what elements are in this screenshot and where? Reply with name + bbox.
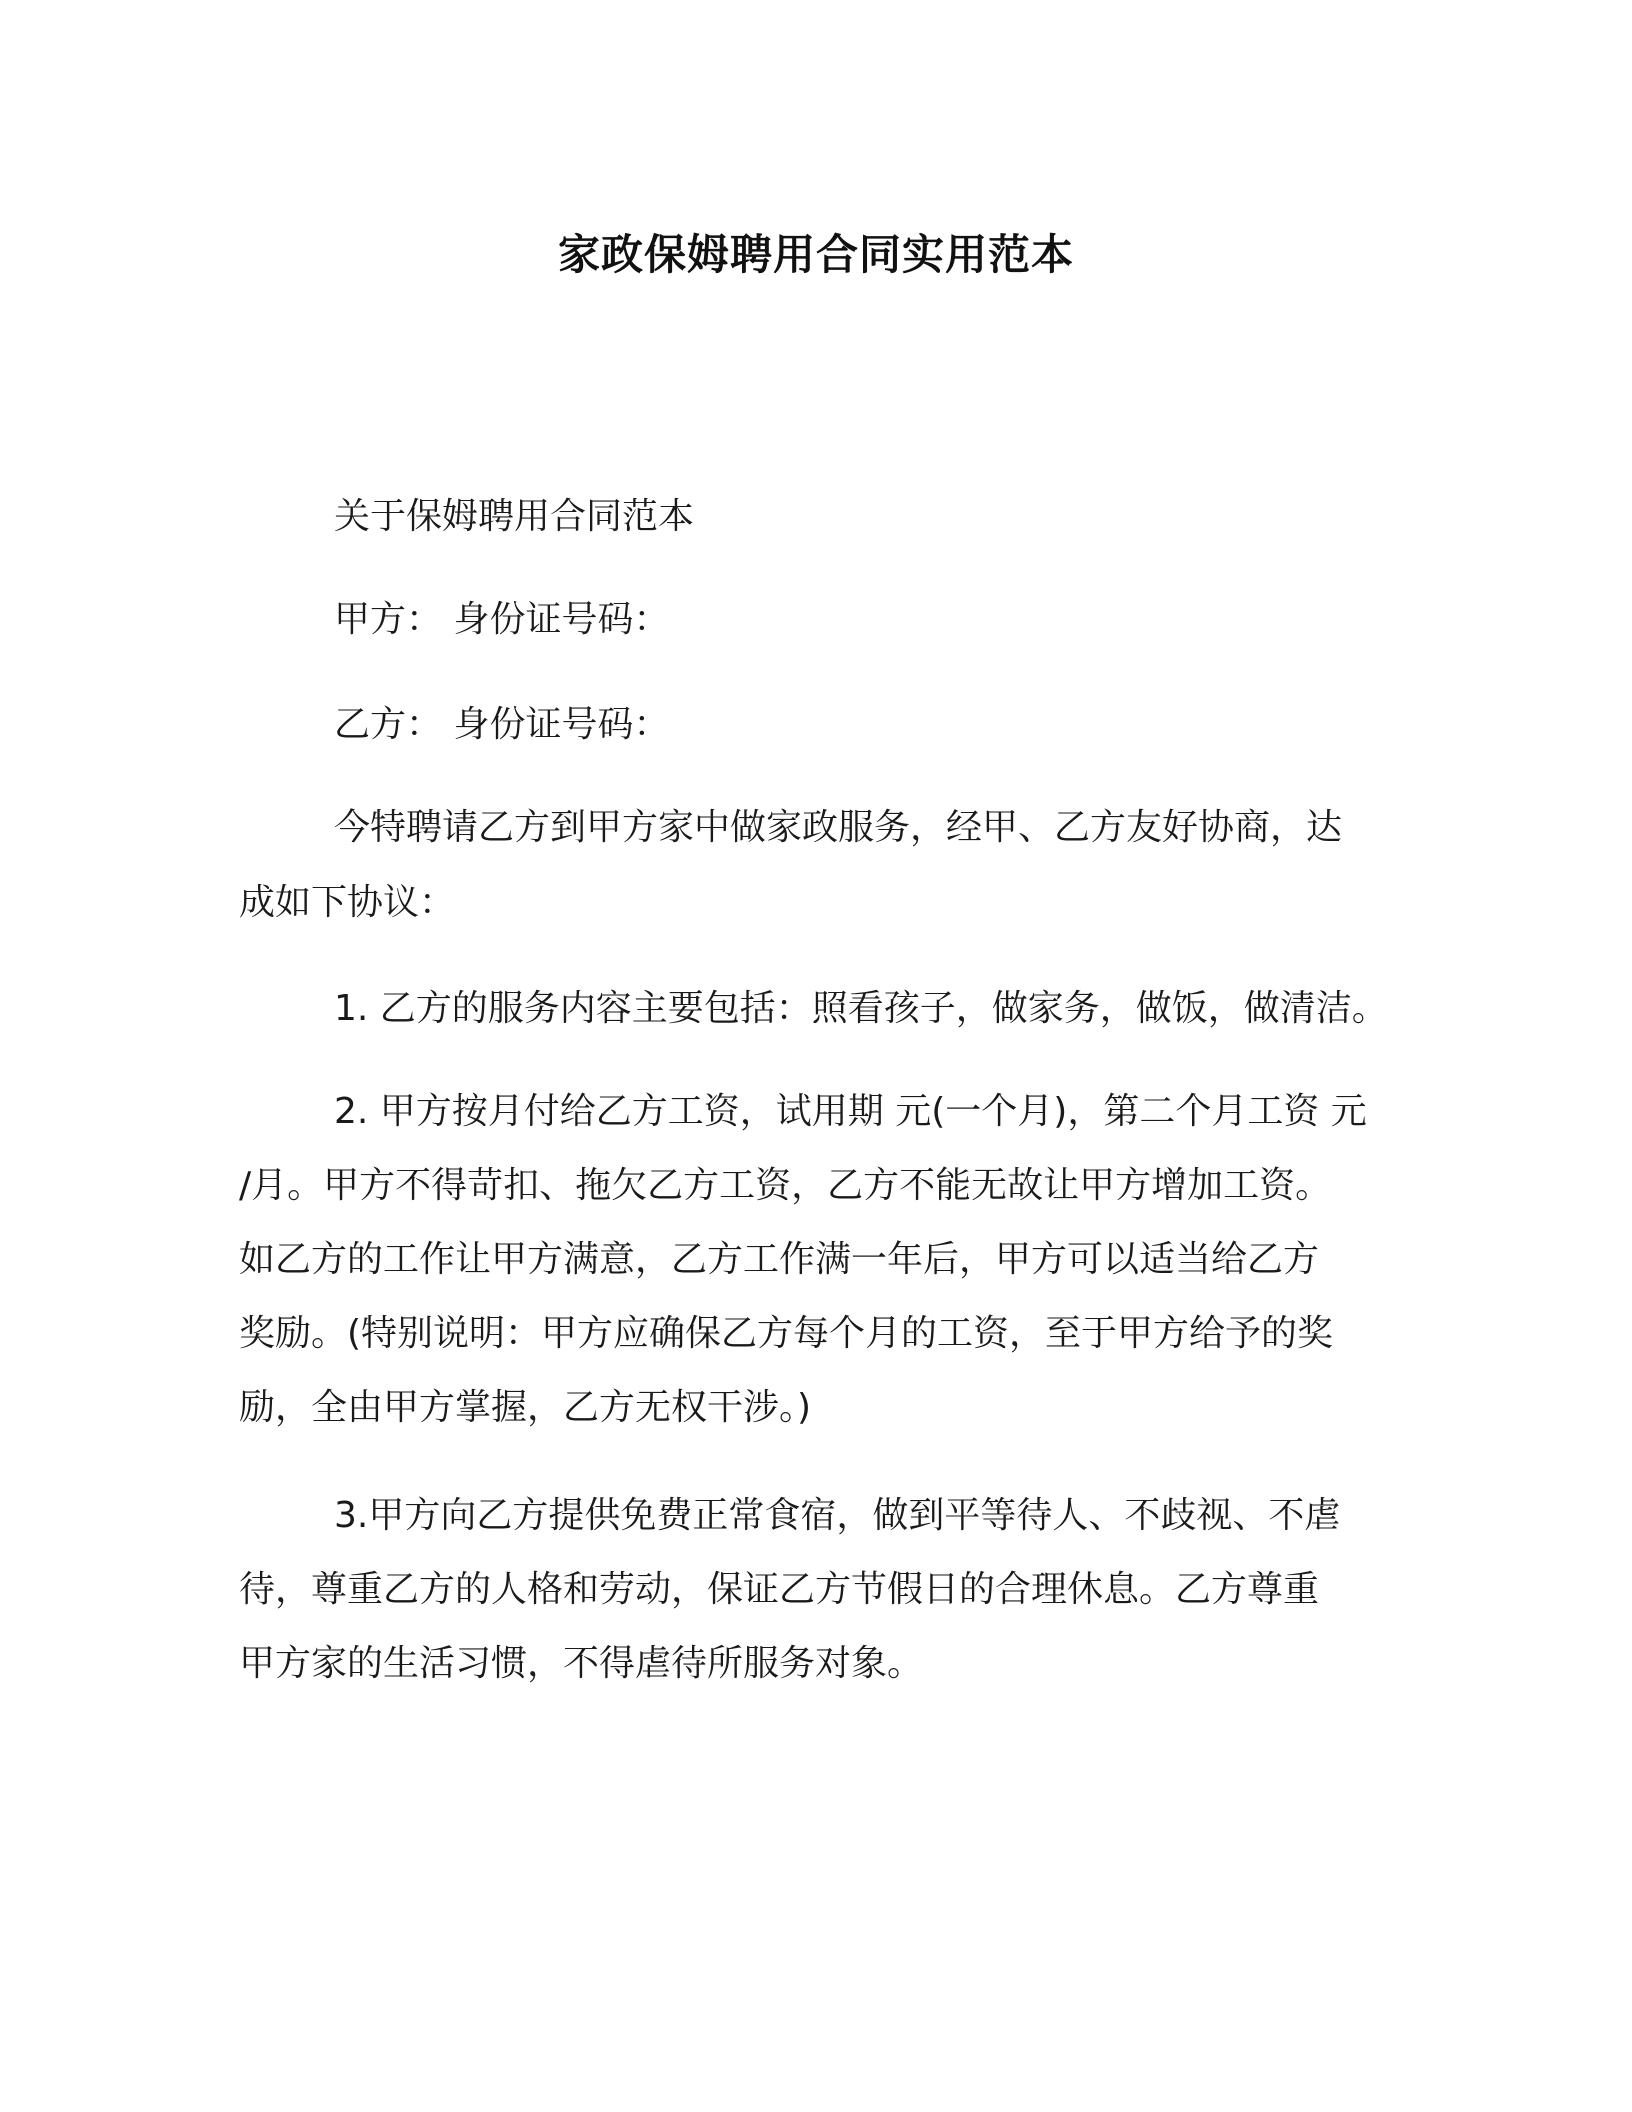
document-title: 家政保姆聘用合同实用范本 [557,230,1074,279]
party-b-line: 乙方： 身份证号码： [334,704,670,745]
paragraph-line: 待，尊重乙方的人格和劳动，保证乙方节假日的合理休息。乙方尊重 [239,1569,1320,1610]
paragraph-line: 奖励。(特别说明：甲方应确保乙方每个月的工资，至于甲方给予的奖 [239,1313,1334,1354]
paragraph-line: 今特聘请乙方到甲方家中做家政服务，经甲、乙方友好协商，达 [334,807,1343,848]
paragraph-line: /月。甲方不得苛扣、拖欠乙方工资，乙方不能无故让甲方增加工资。 [239,1165,1332,1206]
paragraph-line: 甲方家的生活习惯，不得虐待所服务对象。 [239,1643,924,1684]
paragraph-line: 3.甲方向乙方提供免费正常食宿，做到平等待人、不歧视、不虐 [334,1495,1341,1536]
paragraph-line: 2. 甲方按月付给乙方工资，试用期 元(一个月)，第二个月工资 元 [334,1091,1367,1132]
paragraph-line: 1. 乙方的服务内容主要包括：照看孩子，做家务，做饭，做清洁。 [334,988,1388,1029]
document-subtitle: 关于保姆聘用合同范本 [334,496,695,537]
paragraph-line: 如乙方的工作让甲方满意，乙方工作满一年后，甲方可以适当给乙方 [239,1239,1320,1280]
paragraph-line: 成如下协议： [239,882,456,923]
party-a-line: 甲方： 身份证号码： [334,599,670,640]
paragraph-line: 励，全由甲方掌握，乙方无权干涉。) [239,1387,812,1428]
